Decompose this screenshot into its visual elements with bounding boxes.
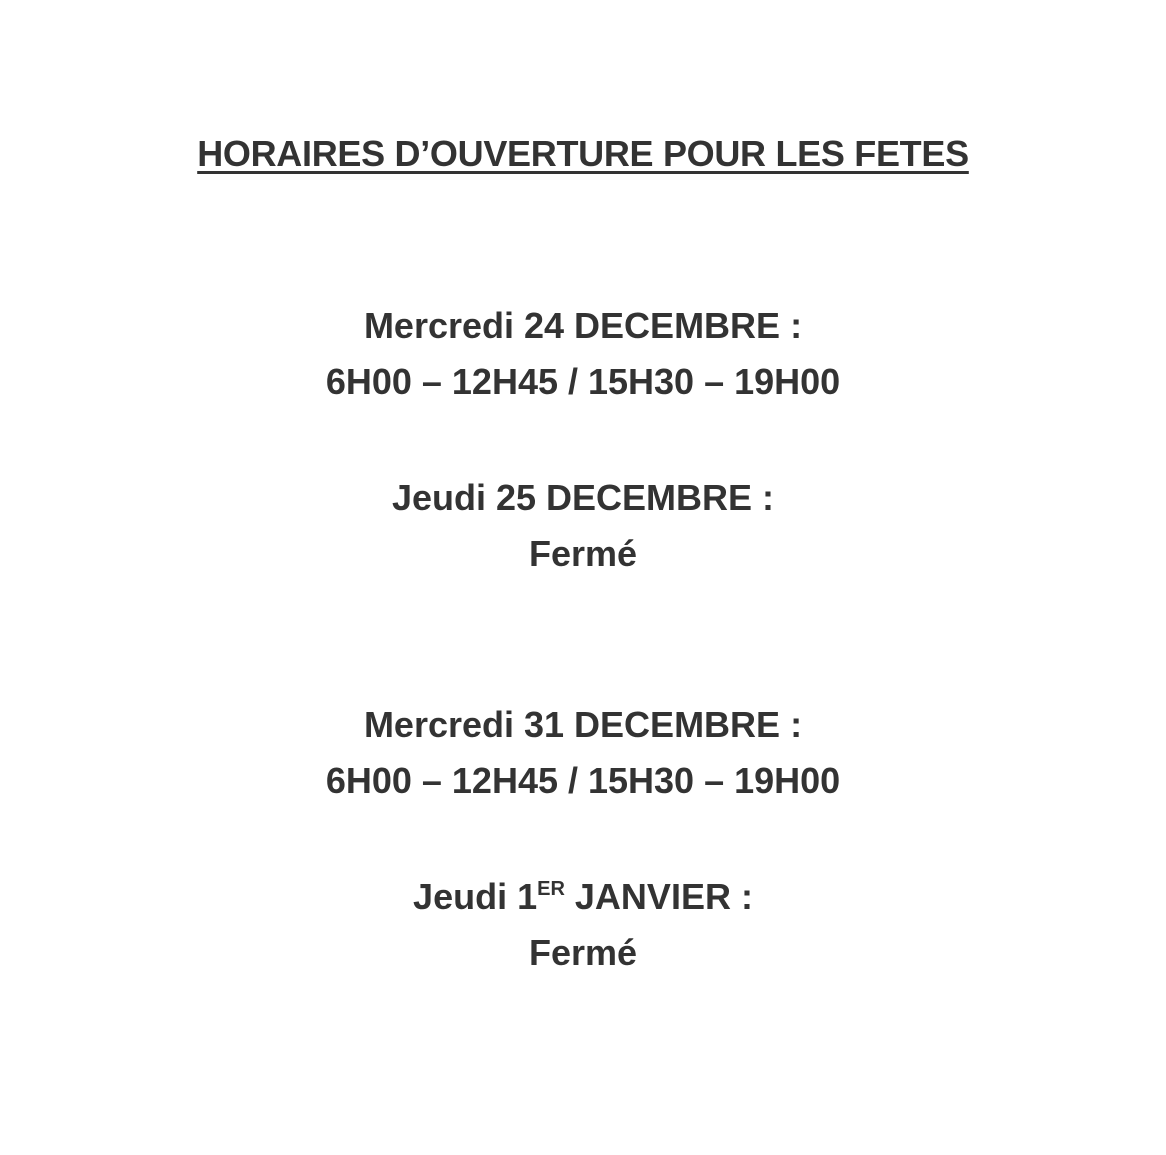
- page-title: HORAIRES D’OUVERTURE POUR LES FETES: [197, 133, 969, 174]
- entry-hours: Fermé: [528, 533, 638, 574]
- entry-hours: 6H00 – 12H45 / 15H30 – 19H00: [325, 760, 841, 801]
- entry-day-prefix: Jeudi 1: [413, 876, 538, 917]
- entry-day: Mercredi 31 DECEMBRE :: [363, 704, 803, 745]
- entry-day: Mercredi 24 DECEMBRE :: [363, 305, 803, 346]
- schedule-entry: [0, 697, 1166, 809]
- schedule-entry: [0, 470, 1166, 582]
- entry-day-suffix: JANVIER :: [564, 876, 753, 917]
- schedule-entry: [0, 869, 1166, 981]
- entry-hours: Fermé: [528, 932, 638, 973]
- entry-day-superscript: ER: [537, 878, 565, 900]
- entry-day: Jeudi 25 DECEMBRE :: [391, 477, 775, 518]
- schedule-entry: [0, 298, 1166, 410]
- entry-day: [0, 869, 1166, 925]
- entry-hours: 6H00 – 12H45 / 15H30 – 19H00: [325, 361, 841, 402]
